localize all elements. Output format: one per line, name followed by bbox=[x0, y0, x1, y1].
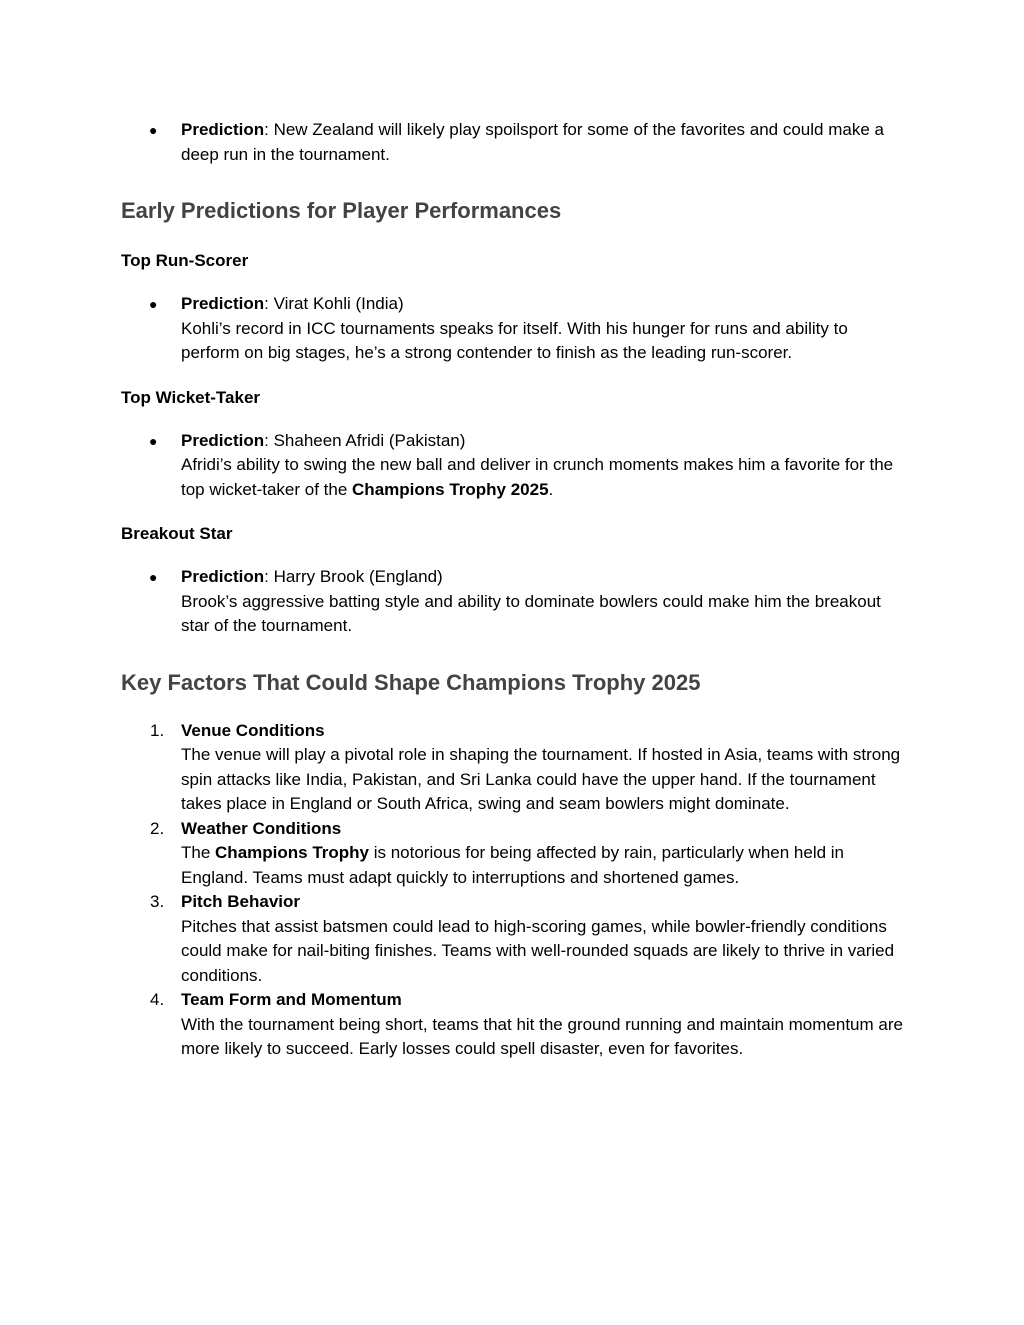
document-page bbox=[121, 118, 911, 1062]
intro-prediction-item bbox=[121, 118, 911, 167]
bullet-icon: ● bbox=[149, 569, 158, 585]
breakout-star-item bbox=[121, 565, 911, 639]
wicket-taker-pick bbox=[181, 429, 911, 454]
factor-item-pitch bbox=[121, 890, 911, 988]
section-heading-player-performances: Early Predictions for Player Performances bbox=[121, 198, 562, 223]
desc-text: Afridi’s ability to swing the new ball and deliver in crunch moments makes him a favorite for the top wicket-taker of the bbox=[181, 455, 894, 499]
subheading-breakout-star: Breakout Star bbox=[121, 524, 233, 543]
bullet-icon: ● bbox=[149, 296, 158, 312]
wicket-taker-desc bbox=[181, 453, 911, 502]
factor-item-venue bbox=[121, 719, 911, 817]
desc-text: is notorious for being affected by rain, particularly when held in England. Teams must adapt quickly to interruptions and shortened games. bbox=[181, 843, 845, 887]
list-number: 1. bbox=[150, 720, 165, 740]
run-scorer-desc: Kohli’s record in ICC tournaments speaks for itself. With his hunger for runs and ability to perform on big stages, he’s a strong contender to finish as the leading run-scorer. bbox=[181, 318, 848, 362]
factor-desc bbox=[181, 841, 911, 890]
prediction-label: Prediction bbox=[181, 294, 265, 313]
factor-title: Venue Conditions bbox=[181, 720, 325, 740]
champions-trophy-bold: Champions Trophy bbox=[215, 843, 369, 862]
factor-item-weather bbox=[121, 817, 911, 891]
breakout-star-pick bbox=[181, 565, 911, 590]
breakout-star-list bbox=[121, 565, 911, 639]
subheading-top-run-scorer: Top Run-Scorer bbox=[121, 251, 249, 270]
pick-text: : Virat Kohli (India) bbox=[264, 294, 404, 313]
subheading-top-wicket-taker: Top Wicket-Taker bbox=[121, 387, 261, 407]
prediction-label: Prediction bbox=[181, 120, 265, 139]
factor-title: Pitch Behavior bbox=[181, 892, 301, 911]
run-scorer-pick bbox=[181, 292, 911, 317]
run-scorer-list bbox=[121, 292, 911, 366]
factor-item-form bbox=[121, 988, 911, 1062]
prediction-text: : New Zealand will likely play spoilsport for some of the favorites and could make a deep run in the tournament. bbox=[181, 120, 884, 164]
factor-desc: The venue will play a pivotal role in shaping the tournament. If hosted in Asia, teams with strong spin attacks like India, Pakistan, and Sri Lanka could have the upper hand. If the tournament takes place in England or South Africa, swing and seam bowlers might dominate. bbox=[181, 745, 901, 813]
breakout-star-desc: Brook’s aggressive batting style and ability to dominate bowlers could make him the breakout star of the tournament. bbox=[181, 591, 881, 635]
pick-text: : Harry Brook (England) bbox=[264, 567, 443, 586]
prediction-label: Prediction bbox=[181, 430, 265, 450]
desc-text: The bbox=[181, 843, 216, 862]
key-factors-list bbox=[121, 719, 911, 1062]
prediction-label: Prediction bbox=[181, 567, 265, 586]
list-number: 4. bbox=[150, 990, 165, 1009]
champions-trophy-2025-bold: Champions Trophy 2025 bbox=[352, 479, 549, 499]
wicket-taker-item bbox=[121, 429, 911, 503]
run-scorer-item bbox=[121, 292, 911, 366]
list-number: 3. bbox=[150, 892, 165, 911]
intro-list bbox=[121, 118, 911, 167]
wicket-taker-list bbox=[121, 429, 911, 503]
list-number: 2. bbox=[150, 818, 165, 838]
factor-desc: With the tournament being short, teams that hit the ground running and maintain momentum are more likely to succeed. Early losses could spell disaster, even for favorites. bbox=[181, 1014, 903, 1058]
bullet-icon: ● bbox=[149, 432, 158, 449]
factor-desc: Pitches that assist batsmen could lead to high-scoring games, while bowler-friendly conditions could make for nail-biting finishes. Teams with well-rounded squads are likely to thrive in varied conditions. bbox=[181, 916, 895, 985]
bullet-icon: ● bbox=[149, 122, 158, 138]
desc-end: . bbox=[548, 479, 554, 499]
factor-title: Team Form and Momentum bbox=[181, 990, 402, 1009]
pick-text: : Shaheen Afridi (Pakistan) bbox=[264, 430, 466, 450]
factor-title: Weather Conditions bbox=[181, 818, 342, 838]
section-heading-key-factors: Key Factors That Could Shape Champions Trophy 2025 bbox=[121, 669, 701, 695]
